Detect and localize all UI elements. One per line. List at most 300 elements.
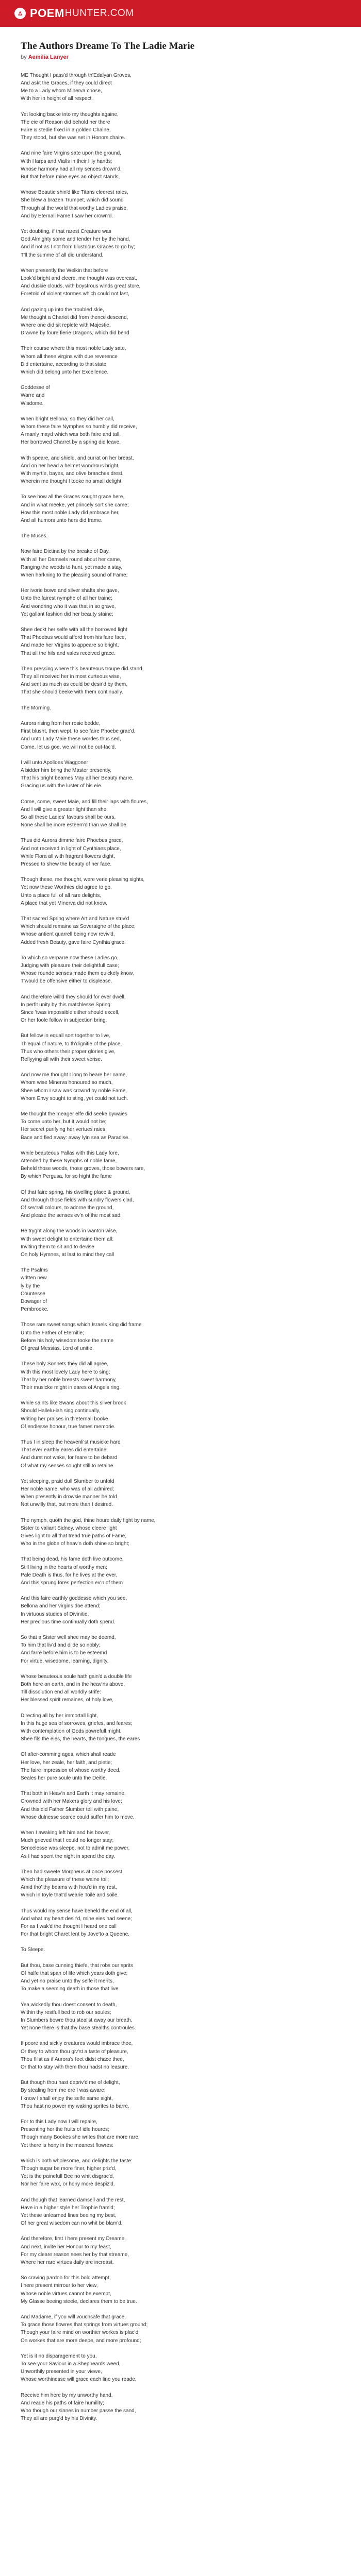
poem-line: Her precious time continually doth spend. [21, 1619, 116, 1625]
poem-line: Yet none there is that thy base stealths controules. [21, 2025, 136, 2031]
poem-line: And this sprung fores perfection ev'n of them [21, 1580, 123, 1586]
poem-line: Yet sleeping, praid dull Slumber to unfold [21, 1478, 114, 1484]
page-content [0, 27, 361, 2576]
poem-line: That she should beeke with them continually. [21, 689, 123, 696]
poem-stanza [21, 1962, 340, 1993]
poem-stanza [21, 2196, 340, 2228]
poem-line: Yet gallant fashion did her beauty staine: [21, 611, 113, 617]
poem-line: Her borrowed Charret by a spring did leave. [21, 439, 121, 446]
poem-line: When I awaking left him and his bower, [21, 1830, 110, 1836]
poem-line: Whose antient quarrell being now reviv'd, [21, 931, 115, 938]
poem-line: To grace those flowres that springs from virtues ground; [21, 2322, 148, 2328]
poem-stanza [21, 954, 340, 986]
poem-line: Thou fli'st as if Aurora's feet didst chace thee, [21, 2056, 124, 2062]
poem-line: And if not as I not from Illustrious Graces to go by; [21, 244, 135, 250]
poem-line: Bellona and her virgins doe attend; [21, 1603, 101, 1609]
poem-container [0, 27, 361, 2422]
poem-line: Wisdome. [21, 400, 44, 406]
poem-stanza [21, 345, 340, 376]
poem-line: Or that to stay with them thou hadst no leasure. [21, 2064, 129, 2070]
poem-line: Of that faire spring, his dwelling place & ground, [21, 1189, 130, 1195]
poem-line: Of sev'rall colours, to adorne the ground, [21, 1205, 114, 1211]
poem-line: To him that liv'd and di'de so nobly; [21, 1642, 101, 1649]
poem-line: Or they to whom thou giv'st a taste of pleasure, [21, 2048, 128, 2055]
poem-line: In perfit unity by this matchlesse Spring: [21, 1002, 112, 1008]
poem-line: None shall be more esteem'd than we shall be. [21, 822, 128, 828]
poem-stanza [21, 493, 340, 524]
poem-line: With this most lovely Lady here to sing; [21, 1369, 110, 1375]
poem-stanza [21, 915, 340, 946]
poem-line: When harkning to the pleasing sound of Fame; [21, 572, 128, 579]
poem-line: Seales her pure soule unto the Deitie. [21, 1775, 107, 1782]
poem-line: Unto a place full of all rare delights, [21, 892, 102, 899]
poem-line: Writing her praises in th'eternall booke [21, 1416, 108, 1422]
poem-line: Sister to valiant Sidney, whose cleere light [21, 1525, 117, 1531]
poem-line: Her ivorie bowe and silver shafts she gave, [21, 588, 119, 594]
poem-stanza [21, 189, 340, 220]
poem-line: Who though our sinnes in number passe the sand, [21, 2408, 136, 2414]
poem-line: But thou, base cunning thiefe, that robs our sprits [21, 1962, 133, 1969]
poem-line: And what my heart desir'd, mine eies had seene; [21, 1916, 132, 1922]
poem-line: For virtue, wisedome, learning, dignity. [21, 1658, 109, 1664]
poem-line: Yet is the painefull Bee no whit disgrac'd, [21, 2174, 114, 2180]
poem-stanza [21, 1227, 340, 1259]
poem-line: With speare, and shield, and currat on her breast, [21, 455, 134, 461]
poem-line: And by Eternall Fame I saw her crown'd. [21, 213, 113, 219]
poem-line: While saints like Swans about this silver brook [21, 1400, 126, 1406]
poem-line: To make a seeming death in those that live. [21, 1986, 120, 1992]
poem-stanza [21, 1189, 340, 1220]
poem-line: Nor her faire wax, or hony more despiz'd. [21, 2181, 115, 2188]
poemhunter-logo-icon [14, 8, 26, 19]
poem-line: Or her foole follow in subjection bring. [21, 1018, 107, 1024]
poem-line: For that bright Charet lent by Jove'to a Queene. [21, 1931, 129, 1938]
poem-line: Both here on earth, and in the heav'ns above, [21, 1682, 125, 1687]
poem-stanza [21, 876, 340, 907]
poem-line: Not unwilly that, but more than I desired. [21, 1502, 113, 1508]
poem-line: Which the pleasure of these waine toil; [21, 1877, 109, 1883]
poem-line: Judging with pleasure their delightfull case; [21, 962, 119, 969]
poem-line: On workes that are more deepe, and more profound; [21, 2337, 141, 2344]
logo-text-poem: POEM [30, 7, 64, 20]
poem-line: But that before mine eyes an object stands, [21, 174, 120, 180]
poem-line: Come, come, sweet Maie, and fill their laps with floures, [21, 799, 148, 805]
poem-line: My Glasse beeing steele, declares them to be true. [21, 2298, 137, 2304]
poem-line: I here present mirrour to her view, [21, 2283, 98, 2289]
poem-line: And next, invite her Honour to my feast, [21, 2244, 111, 2250]
poem-line: And this did Father Slumber tell with paine, [21, 1806, 119, 1812]
poem-line: For as I wak'd the thought I heard one call [21, 1924, 117, 1930]
poem-line: Which is both wholesome, and delights the taste: [21, 2158, 133, 2164]
poem-stanza [21, 759, 340, 790]
poem-line: And therefore, first I here present my Dreame, [21, 2236, 126, 2242]
poem-stanza [21, 1555, 340, 1587]
poem-line: Then had sweete Morpheus at once possest [21, 1869, 122, 1875]
poem-line: By stealing from me ere I was aware; [21, 2088, 106, 2094]
poem-line: Their course where this most noble Lady sate, [21, 346, 126, 352]
poem-line: Dowager of [21, 1299, 47, 1305]
poem-line: T'll the summe of all did understand. [21, 252, 104, 258]
poem-line: By which Pergusa, for so hight the fame [21, 1174, 112, 1180]
poem-stanza [21, 1946, 340, 1954]
poem-byline [21, 54, 340, 60]
poem-line: Who in the globe of heav'n doth shine so bright; [21, 1541, 129, 1547]
poem-line: Receive him here by my unworthy hand, [21, 2392, 113, 2398]
poem-line: And this faire earthly goddesse which you see, [21, 1596, 127, 1602]
poem-line: God Almighty some and tender her by the hand, [21, 236, 130, 243]
poem-line: With Harps and Vialls in their lilly hands; [21, 158, 112, 164]
poem-line: And durst not wake, for feare to be debard [21, 1455, 118, 1461]
poem-line: While Flora all with fragrant flowers dight, [21, 853, 115, 859]
poem-line: Whose Beautie shin'd like Titans cleerest raies, [21, 190, 128, 196]
poem-stanza [21, 1634, 340, 1665]
poem-line: And Madame, if you will vouchsafe that grace, [21, 2314, 126, 2320]
poem-stanza [21, 1149, 340, 1181]
poem-line: Which should remaine as Soveraigne of the place; [21, 924, 136, 930]
poem-line: Her noble name, who was of all admired; [21, 1486, 114, 1492]
poem-line: That by her noble breasts sweet harmony, [21, 1377, 117, 1383]
poem-line: Whom wise Minerva honoured so much, [21, 1080, 113, 1086]
poem-line: Where one did sit replete with Majestie, [21, 322, 111, 328]
poem-stanza [21, 993, 340, 1025]
poem-title: The Authors Dreame To The Ladie Marie [21, 41, 195, 52]
poem-author-link[interactable]: Aemilia Lanyer [28, 54, 69, 60]
poem-line: How this most noble Lady did embrace her, [21, 510, 120, 516]
poem-stanza [21, 454, 340, 486]
poem-line: To Sleepe. [21, 1947, 45, 1953]
poem-line: He tryght along the woods in wanton wise, [21, 1228, 118, 1234]
poem-line: That ever earthly eares did entertaine; [21, 1447, 108, 1453]
poem-line: Whose noble virtues cannot be exempt, [21, 2291, 111, 2297]
poem-line: A place that yet Minerva did not know. [21, 900, 107, 906]
poem-line: Of great Messias, Lord of unitie. [21, 1346, 94, 1352]
poem-line: With all her Damsels round about her came, [21, 556, 122, 563]
poem-line: Then pressing where this beauteous troupe did stand, [21, 666, 144, 672]
poem-stanza [21, 1032, 340, 1063]
poem-line: Yet these unlearned lines beeing my best, [21, 2212, 117, 2218]
poem-line: Of what my senses sought still to retaine. [21, 1463, 115, 1469]
poem-line: Warre and [21, 393, 45, 399]
poem-line: These holy Sonnets they did all agree, [21, 1361, 109, 1367]
poem-stanza [21, 1266, 340, 1313]
poem-line: For my cleare reason sees her by that streame, [21, 2251, 129, 2258]
poem-line: Of halfe that span of life which years doth give; [21, 1970, 128, 1976]
poem-line: Should Hallelu-iah sing continually, [21, 1408, 101, 1414]
poem-stanza [21, 1071, 340, 1103]
poem-stanza [21, 1595, 340, 1626]
poem-line: Inviting them to sit and to devise [21, 1244, 94, 1250]
poem-stanza [21, 1751, 340, 1782]
poem-stanza [21, 111, 340, 142]
poem-line: That his bright beames May all her Beauty marre, [21, 775, 134, 782]
poem-line: Pembrooke. [21, 1307, 48, 1313]
poem-line: When presently the Welkin that before [21, 267, 108, 274]
poem-line: And sent as much as could be desir'd by them, [21, 682, 128, 688]
poem-line: Goddesse of [21, 385, 50, 391]
poem-line: Whose beauteous soule hath gain'd a double life [21, 1673, 132, 1680]
poem-line: Pale Death is thus, for he lives at the ever, [21, 1572, 118, 1578]
poem-line: Sencelesse was sleepe, not to admit me power, [21, 1845, 130, 1852]
poem-line: So craving pardon for this bold attempt, [21, 2275, 111, 2281]
poem-line: Till dissolution end all worldly strife: [21, 1689, 101, 1696]
poem-stanza [21, 2235, 340, 2266]
poem-line: A bidder him bring the Master presently, [21, 767, 112, 773]
poem-line: That all the hils and vales received grace. [21, 650, 116, 656]
poem-line: And farre before him is to be esteemd [21, 1650, 107, 1656]
poem-line: With her in height of all respect. [21, 96, 93, 102]
poem-line: And on her head a helmet wondrous bright, [21, 463, 120, 469]
poem-stanza [21, 149, 340, 181]
poem-line: Unto the fairest nymphe of all her traine; [21, 596, 112, 602]
poem-stanza [21, 1673, 340, 1704]
poem-line: Now faire Dictina by the breake of Day, [21, 549, 110, 555]
poem-line: Though these, me thought, were verie pleasing sights, [21, 877, 145, 883]
poem-line: And askt the Graces, if they could direct [21, 80, 112, 86]
poem-stanza [21, 626, 340, 657]
poem-stanza [21, 2274, 340, 2306]
poem-line: I will unto Apolloes Waggoner [21, 759, 88, 766]
poem-stanza [21, 228, 340, 259]
poem-line: But fellow in equall sort together to live, [21, 1033, 110, 1039]
poem-line: They all are purg'd by his Divinity. [21, 2416, 97, 2422]
poem-line: Thus who others their proper glories give, [21, 1048, 116, 1055]
poem-line: The Muses. [21, 533, 48, 539]
poem-line: As I had spent the night in spend the day. [21, 1853, 116, 1859]
poem-line: Whom these faire Nymphes so humbly did receive, [21, 424, 137, 430]
poem-stanza [21, 720, 340, 751]
poem-line: On holy Hymnes, at last to mind they call [21, 1252, 114, 1258]
poem-stanza [21, 2157, 340, 2189]
poem-line: Yea wickedly thou doest consent to death, [21, 2002, 117, 2008]
poem-line: Did entertaine, according to that state [21, 361, 107, 367]
poem-stanza [21, 704, 340, 712]
poem-line: And duskie clouds, with boystrous winds great store, [21, 283, 141, 290]
poem-line: And in what meeke, yet princely sort she came; [21, 502, 129, 508]
poem-line: Still living in the hearts of worthy men; [21, 1564, 107, 1570]
poem-stanza [21, 2352, 340, 2384]
poem-line: Whose dulnesse scarce could suffer him to move. [21, 1814, 135, 1820]
poem-line: While beauteous Pallas with this Lady fore, [21, 1150, 119, 1156]
poem-line: First blusht, then wept, to see faire Phoebe grac'd, [21, 728, 136, 735]
poem-line: Aurora rising from her rosie bedde, [21, 720, 101, 726]
poem-line: Crowned with her Makers glory and his love; [21, 1799, 122, 1805]
poem-line: And now me thought I long to heare her name, [21, 1072, 127, 1078]
poem-stanza [21, 2313, 340, 2345]
poem-stanza [21, 1321, 340, 1352]
poem-line: Though your faire mind on worthier workes is plac'd, [21, 2330, 140, 2336]
poem-line: Of endlesse honour, true fames memorie. [21, 1423, 116, 1430]
poem-line: Though sugar be more finer, higher priz'd, [21, 2165, 117, 2172]
poem-line: So that a Sister well shee may be deemd, [21, 1634, 116, 1640]
poem-line: Th'equal of nature, to th'dignitie of the place, [21, 1041, 122, 1047]
site-header [0, 0, 361, 27]
poem-line: Thou hast no power my waking sprites to barre. [21, 2103, 129, 2109]
poem-line: Unworthily presented in your viewe, [21, 2369, 102, 2375]
poem-line: Before his holy wisedom tooke the name [21, 1337, 114, 1344]
poem-line: Whom all these virgins with due reverence [21, 353, 118, 360]
poem-line: Shee fils the eies, the hearts, the tongues, the eares [21, 1736, 140, 1742]
poem-line: And unto Lady Maie these wordes thus sed, [21, 736, 121, 742]
poem-line: Thus I in sleep the heavenli'st musicke hard [21, 1439, 121, 1445]
poem-line: For to this Lady now I will repaire, [21, 2119, 97, 2125]
poem-line: If poore and sickly creatures would imbrace thee, [21, 2041, 133, 2047]
poem-line: When presently in drowsie manner he told [21, 1494, 117, 1500]
poem-line: Reflyying all with their sweet verise. [21, 1057, 102, 1062]
poem-line: Shee whom I saw was crownd by noble Fame, [21, 1088, 127, 1094]
poem-line: Have in a higher style her Trophie fram'd; [21, 2205, 115, 2211]
poem-line: Beheld those woods, those groves, those bowers rare, [21, 1166, 145, 1172]
poem-line: Gracing us with the luster of his eie. [21, 783, 103, 789]
poem-line: So all these Ladies' favours shall be ours, [21, 814, 116, 820]
poem-line: The faire impression of whose worthy deed, [21, 1767, 121, 1773]
poem-line: But though thou hast depriv'd me of delight, [21, 2080, 120, 2086]
poem-line: To which so verparre now these Ladies go, [21, 955, 119, 961]
logo-text-hunter: HUNTER.COM [64, 8, 134, 19]
poem-stanza [21, 306, 340, 337]
poem-line: And please the senses ev'n of the most sad: [21, 1213, 122, 1219]
poem-line: Countesse [21, 1291, 45, 1297]
poem-line: The nymph, quoth the god, thine houre daily fight by name, [21, 1517, 156, 1523]
poem-stanza [21, 1712, 340, 1743]
poem-line: And I will give a greater light than she: [21, 806, 108, 812]
poem-line: And gazing up into the troubled skie, [21, 307, 104, 313]
poem-line: Yet doubting, if that rarest Creature was [21, 228, 111, 234]
poem-line: And reade his paths of faire humility; [21, 2400, 104, 2406]
poem-line: ME Thought I pass'd through th'Edalyan Groves, [21, 72, 132, 78]
poem-line: Wherein me thought I tooke no small delight. [21, 479, 123, 485]
poem-line: Unto the Father of Eternitie; [21, 1330, 84, 1336]
poem-stanza [21, 2392, 340, 2423]
poem-body [21, 72, 340, 2423]
poem-stanza [21, 1517, 340, 1548]
poem-line: And therefore will'd they should for ever dwell, [21, 994, 126, 1000]
poem-line: Me thought the meager elfe did seeke bywaies [21, 1111, 127, 1117]
poem-line: I know I shall enjoy the selfe same sight, [21, 2095, 113, 2102]
poem-line: Though many Bookes she writes that are more rare, [21, 2134, 140, 2141]
poem-line: Me to a Lady whom Minerva chose, [21, 88, 102, 94]
poem-line: Whose harmony had all my sences drown'd, [21, 166, 122, 172]
poem-stanza [21, 1110, 340, 1142]
poem-stanza [21, 587, 340, 618]
poem-line: Which in toyle that'd wearie Toile and soile. [21, 1892, 119, 1899]
poem-stanza [21, 267, 340, 298]
poem-line: To see how all the Graces sought grace here, [21, 494, 125, 500]
poem-stanza [21, 1868, 340, 1900]
poem-stanza [21, 548, 340, 579]
poem-line: And through those fields with sundry flowers clad, [21, 1197, 134, 1203]
poem-line: She blew a brazen Trumpet, which did sound [21, 197, 124, 204]
poem-stanza [21, 384, 340, 408]
poem-line: Through al the world that worthy Ladies praise, [21, 205, 128, 211]
poem-line: Her blessed spirit remaines, of holy love, [21, 1697, 114, 1703]
poem-line: With contemplation of Gods powrefull might, [21, 1728, 122, 1735]
poem-line: To see your Saviour in a Shepheards weed, [21, 2361, 121, 2367]
poem-line: Yet looking backe into my thoughts againe, [21, 111, 119, 117]
poem-line: written new [21, 1275, 47, 1281]
poem-stanza [21, 2001, 340, 2032]
poem-line: Her love, her zeale, her faith, and pietie; [21, 1759, 112, 1766]
poem-stanza [21, 2040, 340, 2071]
poem-line: And not received in light of Cynthiaes place, [21, 845, 121, 852]
poem-line: They all received her in most curteous wise, [21, 674, 121, 680]
poem-line: Foretold of violent stormes which could not last, [21, 291, 129, 297]
poem-line: Thus did Aurora dimme faire Phoebus grace, [21, 838, 123, 844]
poem-stanza [21, 1360, 340, 1392]
site-logo[interactable] [14, 7, 134, 20]
poem-line: To come unto her, but it would not be; [21, 1119, 107, 1125]
poem-line: That both in Heav'n and Earth it may remaine, [21, 1791, 126, 1797]
poem-line: And nine faire Virgins sate upon the ground, [21, 150, 121, 157]
poem-line: The eie of Reason did behold her there [21, 119, 110, 125]
poem-line: Yet there is hony in the meanest flowres: [21, 2142, 113, 2148]
poem-line: Yet now these Worthies did agree to go, [21, 885, 112, 891]
poem-line: With myrtle, bayes, and olive branches drest, [21, 471, 124, 477]
poem-line: With sweet delight to entertaine them all: [21, 1236, 114, 1242]
poem-line: Faire & stedie fixed in a golden Chaine, [21, 127, 111, 133]
poem-line: That Phoebus would afford from his faire face, [21, 635, 126, 641]
poem-stanza [21, 665, 340, 697]
poem-line: Come, let us goe, we will not be out-fac'd. [21, 744, 116, 750]
poem-line: The Morning. [21, 705, 51, 711]
poem-stanza [21, 1790, 340, 1821]
poem-line: Of after-comming ages, which shall reade [21, 1752, 116, 1758]
poem-line: And made her Virgins to appeare so bright, [21, 642, 119, 649]
poem-line: Those rare sweet songs which Israels King did frame [21, 1322, 142, 1328]
poem-stanza [21, 1478, 340, 1509]
poem-line: Presenting her the fruits of idle houres; [21, 2127, 109, 2133]
poem-line: Thus would my sense have beheld the end of all, [21, 1908, 133, 1914]
poem-stanza [21, 1907, 340, 1939]
poem-stanza [21, 2118, 340, 2149]
poem-line: Their musicke might in eares of Angels ring. [21, 1384, 121, 1391]
poem-line: That sacred Spring where Art and Nature striv'd [21, 916, 129, 922]
poem-line: Whose rounde senses made them quickely know, [21, 971, 134, 977]
poem-line: Where her rare virtues daily are increast. [21, 2259, 114, 2265]
poem-line: Within thy restfull bed to rob our soules; [21, 2009, 111, 2015]
poem-line: Amid tho' thy beams with hou'd in my rest, [21, 1885, 117, 1891]
poem-line: Look'd bright and cleere, me thought was overcast, [21, 275, 137, 281]
poem-line: Which did belong unto her Excellence. [21, 369, 109, 375]
poem-line: When bright Bellona, so they did her call, [21, 416, 114, 422]
poem-line: In virtuous studies of Divinitie, [21, 1611, 89, 1617]
poem-line: Her secret purifying her vertues raies, [21, 1127, 107, 1133]
poem-stanza [21, 1829, 340, 1860]
poem-stanza [21, 415, 340, 447]
poem-line: The Psalms [21, 1267, 48, 1274]
poem-line: And wondring who it was that in so grave, [21, 603, 116, 609]
poem-line: Whose worthinesse will grace each line you reade. [21, 2377, 137, 2383]
poem-line: That being dead, his fame doth live outcome, [21, 1556, 124, 1563]
poem-line: Gives light to all that tread true paths of Fame, [21, 1533, 127, 1539]
poem-line: Yet is it no disparagement to you, [21, 2353, 97, 2359]
poem-line: Added fresh Beauty, gave faire Cynthia grace. [21, 939, 126, 945]
poem-line: Shee deckt her selfe with all the borrowed light [21, 627, 127, 633]
poem-line: Bace and fled away: away lyin sea as Paradise. [21, 1134, 130, 1141]
poem-line: And all humors unto hers did frame. [21, 518, 103, 524]
poem-stanza [21, 532, 340, 540]
poem-stanza [21, 1399, 340, 1431]
poem-line: Drawne by foure fierie Dragons, which did bend [21, 330, 129, 336]
poem-line: In this huge sea of sorrowes, griefes, and feares; [21, 1720, 133, 1726]
poem-line: Whom Envy sought to sting, yet could not tuch. [21, 1095, 128, 1101]
poem-line: Ranging the woods to hunt, yet made a stay, [21, 564, 123, 570]
poem-line: ly by the [21, 1283, 40, 1289]
poem-stanza [21, 72, 340, 103]
poem-line: Much grieved that I could no longer stay; [21, 1838, 114, 1844]
poem-line: And yet no praise unto thy selfe it merits, [21, 1978, 114, 1985]
poem-line: Of her great wisedom can no whit be blam'd. [21, 2221, 123, 2227]
poem-stanza [21, 1438, 340, 1470]
